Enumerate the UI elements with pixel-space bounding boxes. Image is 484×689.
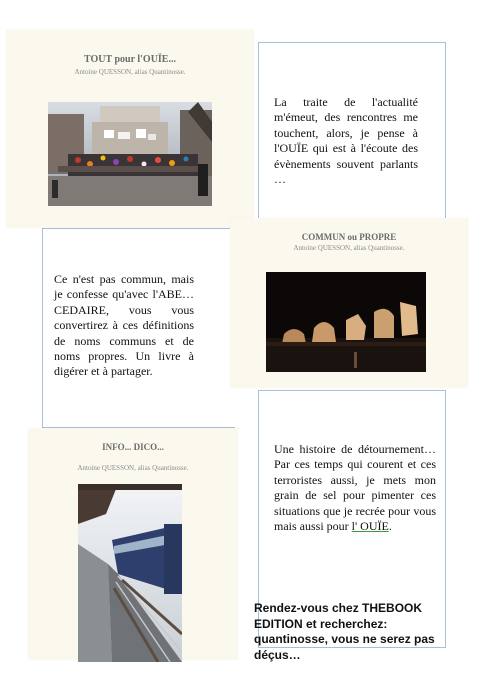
blurb-end-punct: . — [388, 519, 392, 534]
wooden-objects-photo — [266, 272, 426, 372]
blurb-info-dico — [274, 442, 436, 534]
thebook-edition-callout: Rendez-vous chez THEBOOK EDITION et recherchez: quantinosse, vous ne serez pas déçus… — [254, 601, 435, 662]
book-cover-info-dico — [28, 428, 238, 660]
book-cover-tout-pour-l-ouie — [6, 30, 254, 228]
book-title: INFO... DICO... — [102, 442, 164, 452]
book-title: TOUT pour l'OUÏE... — [84, 54, 176, 65]
book-cover-commun-ou-propre — [230, 218, 468, 388]
book-author: Antoine QUESSON, alias Quantinosse. — [77, 464, 189, 472]
blurb-commun-ou-propre: Ce n'est pas commun, mais je confesse qu'avec l'ABE… CEDAIRE, vous vous convertirez à ces définitions de noms communs et de noms propres. Un livre à digérer et à partager. — [54, 272, 194, 379]
book-author: Antoine QUESSON, alias Quantinosse. — [74, 68, 186, 76]
book-author: Antoine QUESSON, alias Quantinosse. — [293, 244, 405, 252]
ouie-link[interactable]: l' OUÏE — [351, 519, 389, 534]
train-station-photo — [78, 484, 182, 662]
book-title: COMMUN ou PROPRE — [301, 232, 397, 242]
blurb-info-dico-text: Une histoire de détournement… Par ces temps qui courent et ces terroristes aussi, je mets mon grain de sel pour pimenter ces situations que je recrée pour vous mais aussi pour — [274, 442, 436, 534]
blurb-tout-pour-l-ouie: La traite de l'actualité m'émeut, des rencontres me touchent, alors, je pense à l'OUÏE qui est à l'écoute des évènements souvent parlants … — [274, 95, 418, 187]
paris-memorial-photo — [48, 102, 212, 206]
